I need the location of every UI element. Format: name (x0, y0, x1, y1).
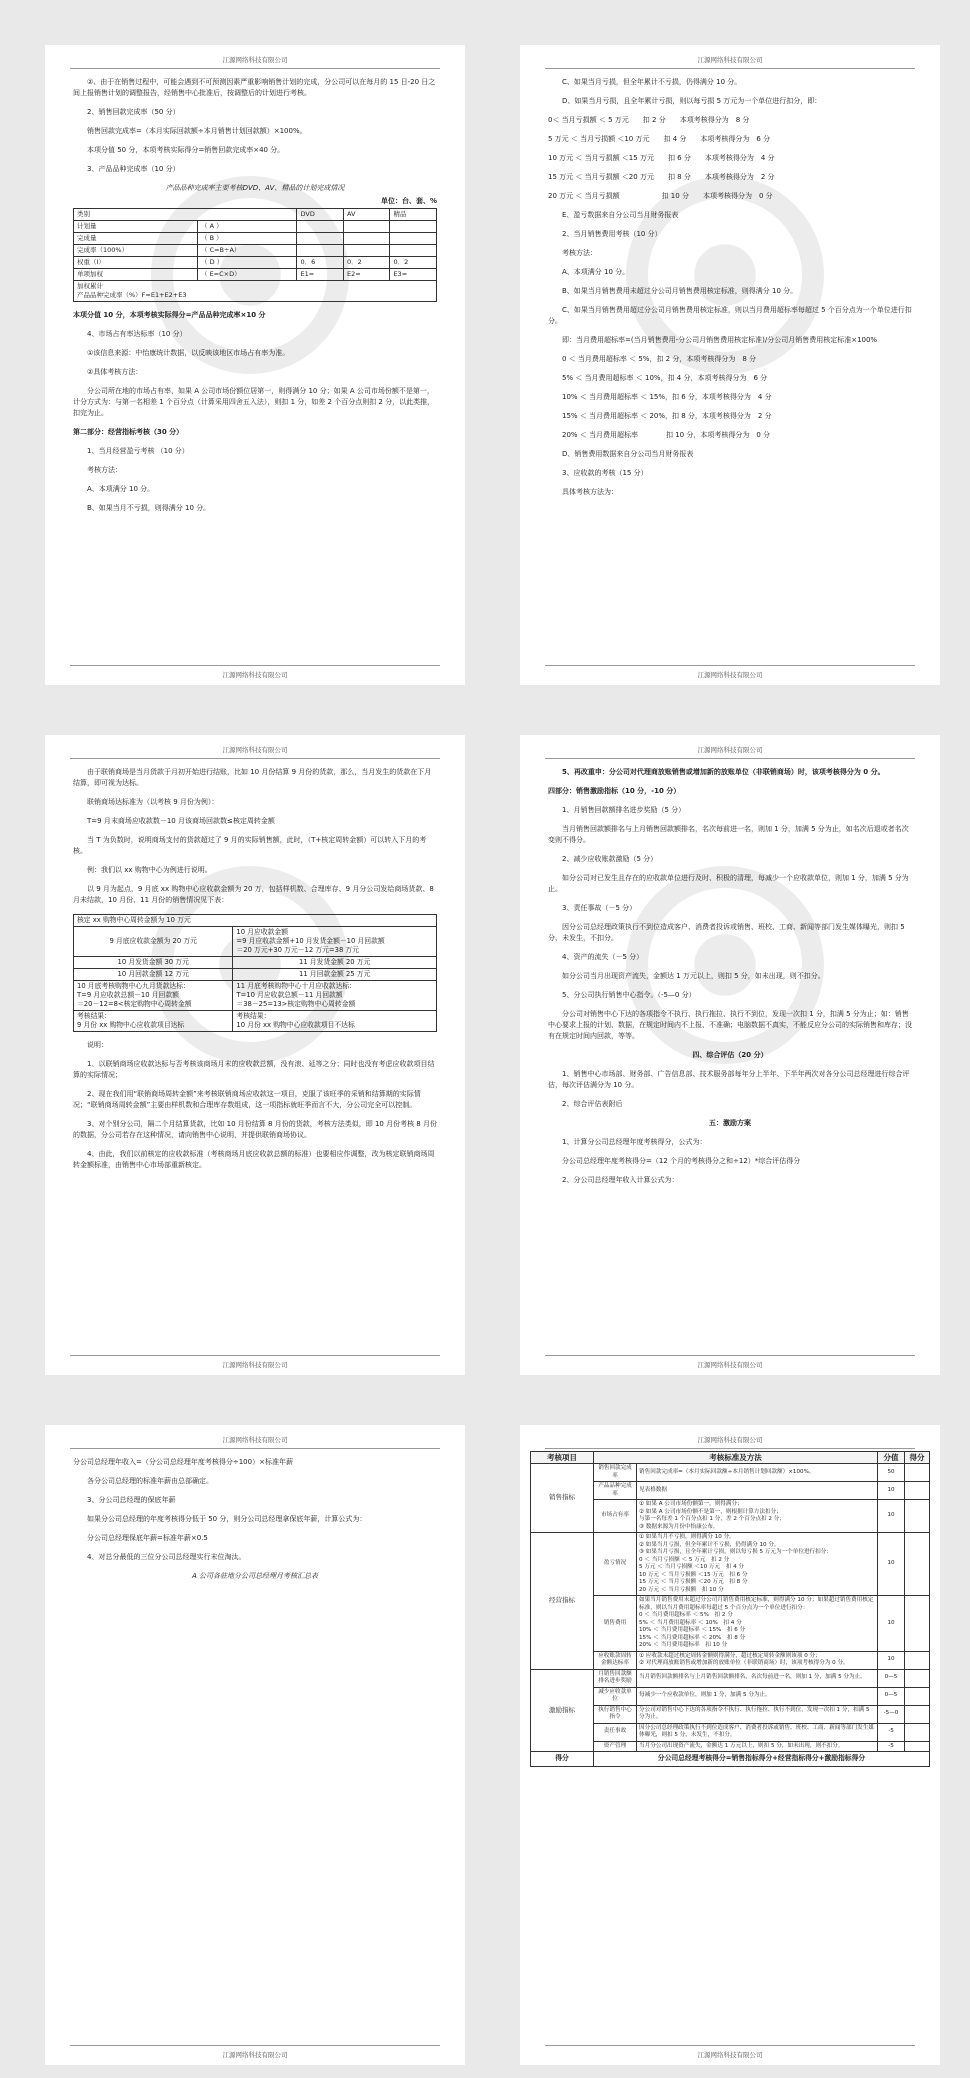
earned-score-cell[interactable] (905, 1723, 930, 1741)
paragraph: 2、分公司总经理年收入计算公式为： (562, 1176, 679, 1184)
table-cell: 10 月应收款金额 =9 月应收款金额+10 月发货金额－10 月回款额 ＝20 万元+30 万元－12 万元=38 万元 (233, 927, 437, 957)
table-cell: 10 月回款金额 12 万元 (74, 969, 233, 981)
table-row (74, 245, 437, 257)
document-page-4 (520, 735, 940, 1375)
table-header-cell: 考核标准及方法 (594, 1452, 878, 1464)
table-cell: 考核结果： 9 月份 xx 购物中心应收款项目达标 (74, 1011, 233, 1032)
table-cell: 计划量 (74, 221, 198, 233)
formula: 即：当月费用超标率=(当月销售费用-分公司月销售费用核定标准)/分公司月销售费用核定标准×100% (562, 336, 878, 344)
criteria-cell: 销售回款完成率=（本月实际回款额÷本月销售计划回款额）×100%。 (637, 1464, 878, 1482)
paragraph: ②具体考核方法： (87, 368, 143, 376)
table-header-cell: 考核项目 (531, 1452, 594, 1464)
receivables-example-table (73, 914, 437, 1032)
section-heading: 5、分公司执行销售中心指令。（-5—0 分） (562, 991, 696, 999)
item-cell: 月销售回款额排名进步奖励 (594, 1669, 637, 1687)
item-cell: 执行销售中心指令 (594, 1705, 637, 1723)
paragraph: 分公司所在地的市场占有率，如果 A 公司市场份额位居第一，则得满分 10 分；如果 A 公司市场份额不是第一，计分方式为：与第一名相差 1 个百分点（计算采用四舍五入法），则扣 1 分，如差 2 个百分点则扣 2 分，以此类推，扣完为止。 (73, 387, 435, 417)
item-cell: 销售费用 (594, 1596, 637, 1652)
section-heading: 1、月销售回款额排名进步奖励（5 分） (562, 806, 686, 814)
section-heading: 五：激励方案 (709, 1119, 751, 1127)
page-footer: 江源网络科技有限公司 (70, 1355, 440, 1369)
deduction-line: 10% ＜ 当月费用超标率 ＜ 15%，扣 6 分，本项考核得分为 4 分 (562, 393, 772, 401)
table-footer-row (531, 1752, 930, 1767)
page-footer: 江源网络科技有限公司 (70, 665, 440, 679)
item-cell: 应收账款周转金额达标率 (594, 1651, 637, 1669)
score-cell: 10 (878, 1533, 905, 1596)
page-header: 江源网络科技有限公司 (70, 1435, 440, 1449)
paragraph: D、销售费用数据来自分公司当月财务报表 (562, 450, 694, 458)
paragraph: 当 T 为负数时，说明商场支付的货款超过了 9 月的实际销售额，此时，（T+核定周转金额）可以转入下月的考核。 (73, 836, 427, 855)
paragraph: ①该信息来源：中怡康统计数据，以反映该地区市场占有率为准。 (87, 349, 290, 357)
table-cell: 完成量 (74, 233, 198, 245)
paragraph: 分公司对销售中心下达的各项指令不执行、执行拖拉、执行不到位，发现一次扣 1 分，扣满 5 分为止；如：销售中心要求上报的计划、数据，在规定时间内不上报、不准确；电脑数据不真实，不能反应分公司的实际销售和库存；没有在规定时间内回款，等等。 (548, 1010, 912, 1040)
section-heading: 3、分公司总经理的保底年薪 (87, 1496, 176, 1504)
section-heading: 2、当月销售费用考核（10 分） (562, 230, 662, 238)
earned-score-cell[interactable] (905, 1741, 930, 1752)
deduction-line: 15 万元 ＜ 当月亏损额 ＜20 万元 扣 8 分 本项考核得分为 2 分 (548, 173, 775, 181)
earned-score-cell[interactable] (905, 1669, 930, 1687)
paragraph: 说明： (87, 1041, 108, 1049)
paragraph: 考核方法： (562, 249, 597, 257)
table-row (74, 269, 437, 281)
paragraph: B、如果当月销售费用未超过分公司月销售费用核定标准，则得满分 10 分。 (562, 287, 798, 295)
criteria-cell: ① 如果 A 公司市场份额第一，则得满分； ② 如果 A 公司市场份额不是第一，则根据计算方法扣分； 与第一名每差 1 个百分点扣 1 分，差 2 个百分点扣 2 分； ③ 数据来源为月份中怡康公布。 (637, 1500, 878, 1533)
table-header-cell: DVD (297, 209, 343, 221)
item-cell: 盈亏情况 (594, 1533, 637, 1596)
table-cell: （ D ） (198, 257, 297, 269)
deduction-line: 20% ＜ 当月费用超标率 扣 10 分，本项考核得分为 0 分 (562, 431, 771, 439)
criteria-cell: 当月分公司出现资产流失，金额达 1 万元以上，则扣 5 分，如未出现，则不扣分。 (637, 1741, 878, 1752)
earned-score-cell[interactable] (905, 1500, 930, 1533)
paragraph: D、如果当月亏损，且全年累计亏损，则以每亏损 5 万元为一个单位进行扣分，即： (562, 97, 822, 105)
table-cell: 0．2 (390, 257, 437, 269)
paragraph: 当月销售回款额排名与上月销售回款额排名，名次每前进一名，则加 1 分，加满 5 分为止，如名次后退或者名次变则不得分。 (548, 825, 909, 844)
category-cell: 销售指标 (531, 1464, 594, 1533)
table-cell: 9 月底应收款金额为 20 万元 (74, 927, 233, 957)
table-row (531, 1464, 930, 1482)
paragraph: B、如果当月不亏损，则得满分 10 分。 (87, 504, 211, 512)
table-header-cell: AV (343, 209, 389, 221)
earned-score-cell[interactable] (905, 1705, 930, 1723)
paragraph: 本项分值 50 分，本项考核实际得分=销售回款完成率×40 分。 (87, 146, 285, 154)
table-cell: 10 月底考核购物中心九月货款达标： T=9 月应收款总额－10 月回款额 ＝20－12=8<核定购物中心周转金额 (74, 981, 233, 1011)
paragraph: 本项分值 10 分，本项考核实际得分=产品品种完成率×10 分 (73, 311, 266, 319)
table-row (531, 1669, 930, 1687)
page-header: 江源网络科技有限公司 (545, 1435, 915, 1449)
deduction-line: 10 万元 ＜ 当月亏损额 ＜15 万元 扣 6 分 本项考核得分为 4 分 (548, 154, 775, 162)
product-completion-table (73, 208, 437, 302)
paragraph: C、如果当月销售费用超过分公司月销售费用核定标准，则以当月费用超标率每超过 5 个百分点为一个单位进行扣分。 (548, 306, 912, 325)
score-cell: 10 (878, 1651, 905, 1669)
earned-score-cell[interactable] (905, 1651, 930, 1669)
section-heading: 3、产品品种完成率（10 分） (87, 165, 180, 173)
item-cell: 资产管理 (594, 1741, 637, 1752)
item-cell: 市场占有率 (594, 1500, 637, 1533)
category-cell: 激励指标 (531, 1669, 594, 1752)
table-cell: （ A ） (198, 221, 297, 233)
earned-score-cell[interactable] (905, 1464, 930, 1482)
score-cell: 10 (878, 1596, 905, 1652)
paragraph: 2、综合评估表附后 (562, 1100, 623, 1108)
page-header: 江源网络科技有限公司 (70, 55, 440, 69)
table-cell: 单项加权 (74, 269, 198, 281)
table-header-cell: 分值 (878, 1452, 905, 1464)
paragraph: 4、对总分最低的三位分公司总经理实行末位淘汰。 (87, 1553, 246, 1561)
paragraph: 如分公司当月出现资产流失，金额达 1 万元以上，则扣 5 分，如未出现，则不扣分。 (562, 972, 825, 980)
paragraph: 由于联销商场是当月货款于月初开始进行结账，比如 10 月份结算 9 月份的货款，那么，当月发生的货款在下月结算，即可视为达标。 (73, 768, 432, 787)
table-cell: E1= (297, 269, 343, 281)
criteria-cell: ① 如果当月不亏损，则得满分 10 分。 ② 如果当月亏损，但全年累计不亏损，仍得满分 10 分。 ③ 如果当月亏损，且全年累计亏损，则以每亏损 5 万元为一个单位进行扣分： 0 ＜ 当月亏损额 ＜ 5 万元 扣 2 分 5 万元 ＜ 当月亏损额 ＜10 万元 扣 4 分 10 万元 ＜ 当月亏损额 ＜15 万元 扣 6 分 15 万元 ＜ 当月亏损额 ＜20 万元 扣 8 分 20 万元 ＜ 当月亏损额 扣 10 分 (637, 1533, 878, 1596)
section-heading: 1、当月经营盈亏考核 （10 分） (87, 447, 189, 455)
table-header-row (74, 209, 437, 221)
page-header: 江源网络科技有限公司 (70, 745, 440, 759)
criteria-cell: 当月销售回款额排名与上月销售回款额排名，名次每前进一名，则加 1 分，加满 5 分为止。 (637, 1669, 878, 1687)
paragraph: 以 9 月为起点，9 月底 xx 购物中心应收款金额为 20 万，包括样机数、合理库存、9 月分公司发给商场货款、8 月未结款，10 月份、11 月份的销售情况见下表： (73, 885, 434, 904)
table-cell: 完成率（100%） (74, 245, 198, 257)
paragraph: 5、再改重申：分公司对代理商放账销售或增加新的放账单位（非联销商场）时，该项考核得分为 0 分。 (562, 768, 885, 776)
paragraph: 1、以联销商场应收款达标与否考核该商场月末的应收款总额，没有滚、延等之分；同时也没有考虑应收款项目结算的实际情况； (73, 1060, 435, 1079)
paragraph: 联销商场达标准为（以考核 9 月份为例）： (87, 798, 219, 806)
table-cell: 核定 xx 购物中心周转金额为 10 万元 (74, 915, 437, 927)
item-cell: 责任事故 (594, 1723, 637, 1741)
section-heading: 第二部分：经营指标考核（30 分） (73, 428, 184, 436)
formula: 分公司总经理年收入=（分公司总经理年度考核得分÷100）×标准年薪 (73, 1458, 293, 1466)
item-cell: 减少应收款单位 (594, 1687, 637, 1705)
paragraph: 1、销售中心市场部、财务部、广告信息部、技术服务部每年分上半年、下半年两次对各分公司总经理进行综合评估，每次评估满分为 10 分。 (548, 1070, 910, 1089)
table-cell: 11 月底考核购物中心十月应收款达标： T=10 月应收款总额－11 月回款额 ＝38－25=13>核定购物中心周转金额 (233, 981, 437, 1011)
footer-formula: 分公司总经理考核得分=销售指标得分+经营指标得分+激励指标得分 (594, 1752, 930, 1767)
table-header-cell: 得分 (905, 1452, 930, 1464)
table-cell: 0．2 (343, 257, 389, 269)
table-unit: 单位：台、套、% (380, 197, 437, 205)
criteria-cell: 如果当月销售费用未超过分公司月销售费用核定标准，则得满分 10 分；如果超过销售费用核定标准，则以当月费用超标率每超过 5 个百分点为一个单位进行扣分： 0 ＜ 当月费用超标率 ＜ 5% 扣 2 分 5% ＜ 当月费用超标率 ＜ 10% 扣 4 分 10% ＜ 当月费用超标率 ＜ 15% 扣 6 分 15% ＜ 当月费用超标率 ＜ 20% 扣 8 分 20% ＜ 当月费用超标率 扣 10 分 (637, 1596, 878, 1652)
table-row (74, 221, 437, 233)
table-row (74, 233, 437, 245)
section-heading: 2、销售回款完成率（50 分） (87, 108, 180, 116)
section-heading: 4、市场占有率达标率（10 分） (87, 330, 187, 338)
table-header-cell: 类别 (74, 209, 297, 221)
document-page-5 (45, 1425, 465, 2065)
score-cell: -5 (878, 1723, 905, 1741)
deduction-line: 15% ＜ 当月费用超标率 ＜ 20%，扣 8 分，本项考核得分为 2 分 (562, 412, 772, 420)
score-cell: 50 (878, 1464, 905, 1482)
deduction-line: 5% ＜ 当月费用超标率 ＜ 10%，扣 4 分，本项考核得分为 6 分 (562, 374, 768, 382)
section-heading: 2、减少应收账款激励（5 分） (562, 855, 658, 863)
formula: 分公司总经理保底年薪=标准年薪×0.5 (87, 1534, 208, 1542)
deduction-line: 0＜ 当月亏损额 ＜ 5 万元 扣 2 分 本项考核得分为 8 分 (548, 116, 750, 124)
score-cell: 10 (878, 1500, 905, 1533)
table-cell: E3= (390, 269, 437, 281)
table-header-cell: 精品 (390, 209, 437, 221)
table-caption: A 公司各驻地分公司总经理月考核汇总表 (191, 1572, 318, 1580)
section-heading: 四部分：销售激励指标（10 分，-10 分） (548, 787, 681, 795)
earned-score-cell[interactable] (905, 1482, 930, 1500)
table-cell: 考核结果： 10 月份 xx 购物中心应收款项目不达标 (233, 1011, 437, 1032)
earned-score-cell[interactable] (905, 1687, 930, 1705)
paragraph: 各分公司总经理的标准年薪由总部确定。 (87, 1477, 213, 1485)
document-page-1 (45, 45, 465, 685)
page-header: 江源网络科技有限公司 (545, 745, 915, 759)
deduction-line: 0 ＜ 当月费用超标率 ＜ 5%，扣 2 分，本项考核得分为 8 分 (562, 355, 757, 363)
document-page-3 (45, 735, 465, 1375)
page-footer: 江源网络科技有限公司 (545, 1355, 915, 1369)
document-page-2 (520, 45, 940, 685)
table-cell: 10 月发货金额 30 万元 (74, 957, 233, 969)
table-cell: （ B ） (198, 233, 297, 245)
paragraph: 如分公司对已发生且存在的应收款单位进行及时、积极的清理，每减少一个应收款单位，则加 1 分，加满 5 分为止。 (548, 874, 909, 893)
paragraph: ②、由于在销售过程中，可能会遇到不可预测因素严重影响销售计划的完成，分公司可以在每月的 15 日-20 日之间上报销售计划的调整报告，经销售中心批准后，按调整后的计划进行考核。 (73, 78, 436, 97)
table-header-row (531, 1452, 930, 1464)
page-footer: 江源网络科技有限公司 (545, 665, 915, 679)
table-cell: 0．6 (297, 257, 343, 269)
table-cell: E2= (343, 269, 389, 281)
section-heading: 3、应收款的考核（15 分） (562, 469, 648, 477)
table-cell: 11 月回款金额 25 万元 (233, 969, 437, 981)
table-row (74, 257, 437, 269)
formula: 销售回款完成率=（本月实际回款额÷本月销售计划回款额）×100%。 (87, 127, 307, 135)
criteria-cell: 每减少一个应收款单位，则加 1 分，加满 5 分为止。 (637, 1687, 878, 1705)
table-cell: 产品品种完成率（%）F=E1+E2+E3 (77, 291, 187, 299)
category-cell: 经营指标 (531, 1533, 594, 1670)
formula: 分公司总经理年度考核得分=（12 个月的考核得分之和÷12）*综合评估得分 (562, 1157, 801, 1165)
monthly-assessment-summary-table (530, 1451, 930, 1767)
criteria-cell: 分公司对销售中心下达的各项指令不执行、执行拖拉、执行不到位，发现一次扣 1 分，扣满 5 分为止。 (637, 1705, 878, 1723)
section-heading: 4、资产的流失（－5 分） (562, 953, 644, 961)
section-heading: 3、责任事故（－5 分） (562, 904, 637, 912)
deduction-line: 5 万元 ＜ 当月亏损额 ＜10 万元 扣 4 分 本项考核得分为 6 分 (548, 135, 771, 143)
criteria-cell: 因分公司总经理政策执行不到位造成客户、消费者投诉或销售、班校、工商、新闻等部门发生媒体曝光，则扣 5 分，未发生，不扣分。 (637, 1723, 878, 1741)
item-cell: 销售回款完成率 (594, 1464, 637, 1482)
paragraph: 1、计算分公司总经理年度考核得分，公式为： (562, 1138, 707, 1146)
page-footer: 江源网络科技有限公司 (70, 2045, 440, 2059)
footer-label: 得分 (531, 1752, 594, 1767)
paragraph: 例：我们以 xx 购物中心为例进行说明。 (87, 866, 212, 874)
paragraph: E、盈亏数据来自分公司当月财务报表 (562, 211, 679, 219)
score-cell: -5—0 (878, 1705, 905, 1723)
page-header: 江源网络科技有限公司 (545, 55, 915, 69)
table-cell: 加权累计 (77, 282, 103, 290)
criteria-cell: ① 应收款未超过核定周转金额则得满分，超过核定周转金额则该项 0 分； ② 对代理商放账销售或增加新的放账单位（非联销商场）时，该项考核得分为 0 分。 (637, 1651, 878, 1669)
table-cell: （ E=C×D） (198, 269, 297, 281)
paragraph: C、如果当月亏损，但全年累计不亏损，仍得满分 10 分。 (562, 78, 742, 86)
table-row (531, 1533, 930, 1596)
earned-score-cell[interactable] (905, 1596, 930, 1652)
score-cell: 10 (878, 1482, 905, 1500)
paragraph: 如果分公司总经理的年度考核得分低于 50 分，则分公司总经理拿保底年薪，计算公式为： (87, 1515, 367, 1523)
table-caption: 产品品种完成率主要考核DVD、AV、精品的计划完成情况 (165, 184, 345, 192)
paragraph: A、本项满分 10 分。 (87, 485, 155, 493)
deduction-line: 20 万元 ＜ 当月亏损额 扣 10 分 本项考核得分为 0 分 (548, 192, 773, 200)
paragraph: 2、现在我们用“联销商场周转金额”来考核联销商场应收款这一项目，克服了该旺季的采销和结算期的实际情况；“联销商场周转金额”主要由样机数和合理库存数组成，这一项指标就旺季而言不大，分公司完全可以控制。 (73, 1090, 421, 1109)
paragraph: 3、对个别分公司，隔二个月结算货款，比如 10 月份结算 8 月份的货款，考核方法类似，即 10 月份考核 8 月份的数据，分公司若存在这种情况，请向销售中心说明，并提供联销商场协议。 (73, 1120, 437, 1139)
table-cell: 11 月发货金额 20 万元 (233, 957, 437, 969)
table-row (74, 281, 437, 302)
item-cell: 产品品种完成率 (594, 1482, 637, 1500)
table-cell: （ C=B÷A） (198, 245, 297, 257)
criteria-cell: 见表格数据 (637, 1482, 878, 1500)
score-cell: -5 (878, 1741, 905, 1752)
score-cell: 0—5 (878, 1669, 905, 1687)
document-page-6 (520, 1425, 940, 2065)
score-cell: 0—5 (878, 1687, 905, 1705)
earned-score-cell[interactable] (905, 1533, 930, 1596)
paragraph: 4、由此，我们以前核定的应收款标准（考核商场月底应收款总额的标准）也要相应作调整，改为核定联销商场周转金额标准，由销售中心市场部重新核定。 (73, 1150, 435, 1169)
formula: T=9 月末商场应收款数－10 月该商场回款数≤核定周转金额 (87, 817, 275, 825)
paragraph: 考核方法： (87, 466, 122, 474)
table-cell: 权重（I） (74, 257, 198, 269)
paragraph: A、本项满分 10 分。 (562, 268, 630, 276)
section-heading: 四、综合评估（20 分） (692, 1051, 768, 1059)
paragraph: 因分公司总经理政策执行不到位造成客户、消费者投诉或销售、班校、工商、新闻等部门发生媒体曝光，则扣 5 分，未发生，不扣分。 (548, 923, 905, 942)
paragraph: 具体考核方法为： (562, 488, 618, 496)
page-footer: 江源网络科技有限公司 (545, 2045, 915, 2059)
